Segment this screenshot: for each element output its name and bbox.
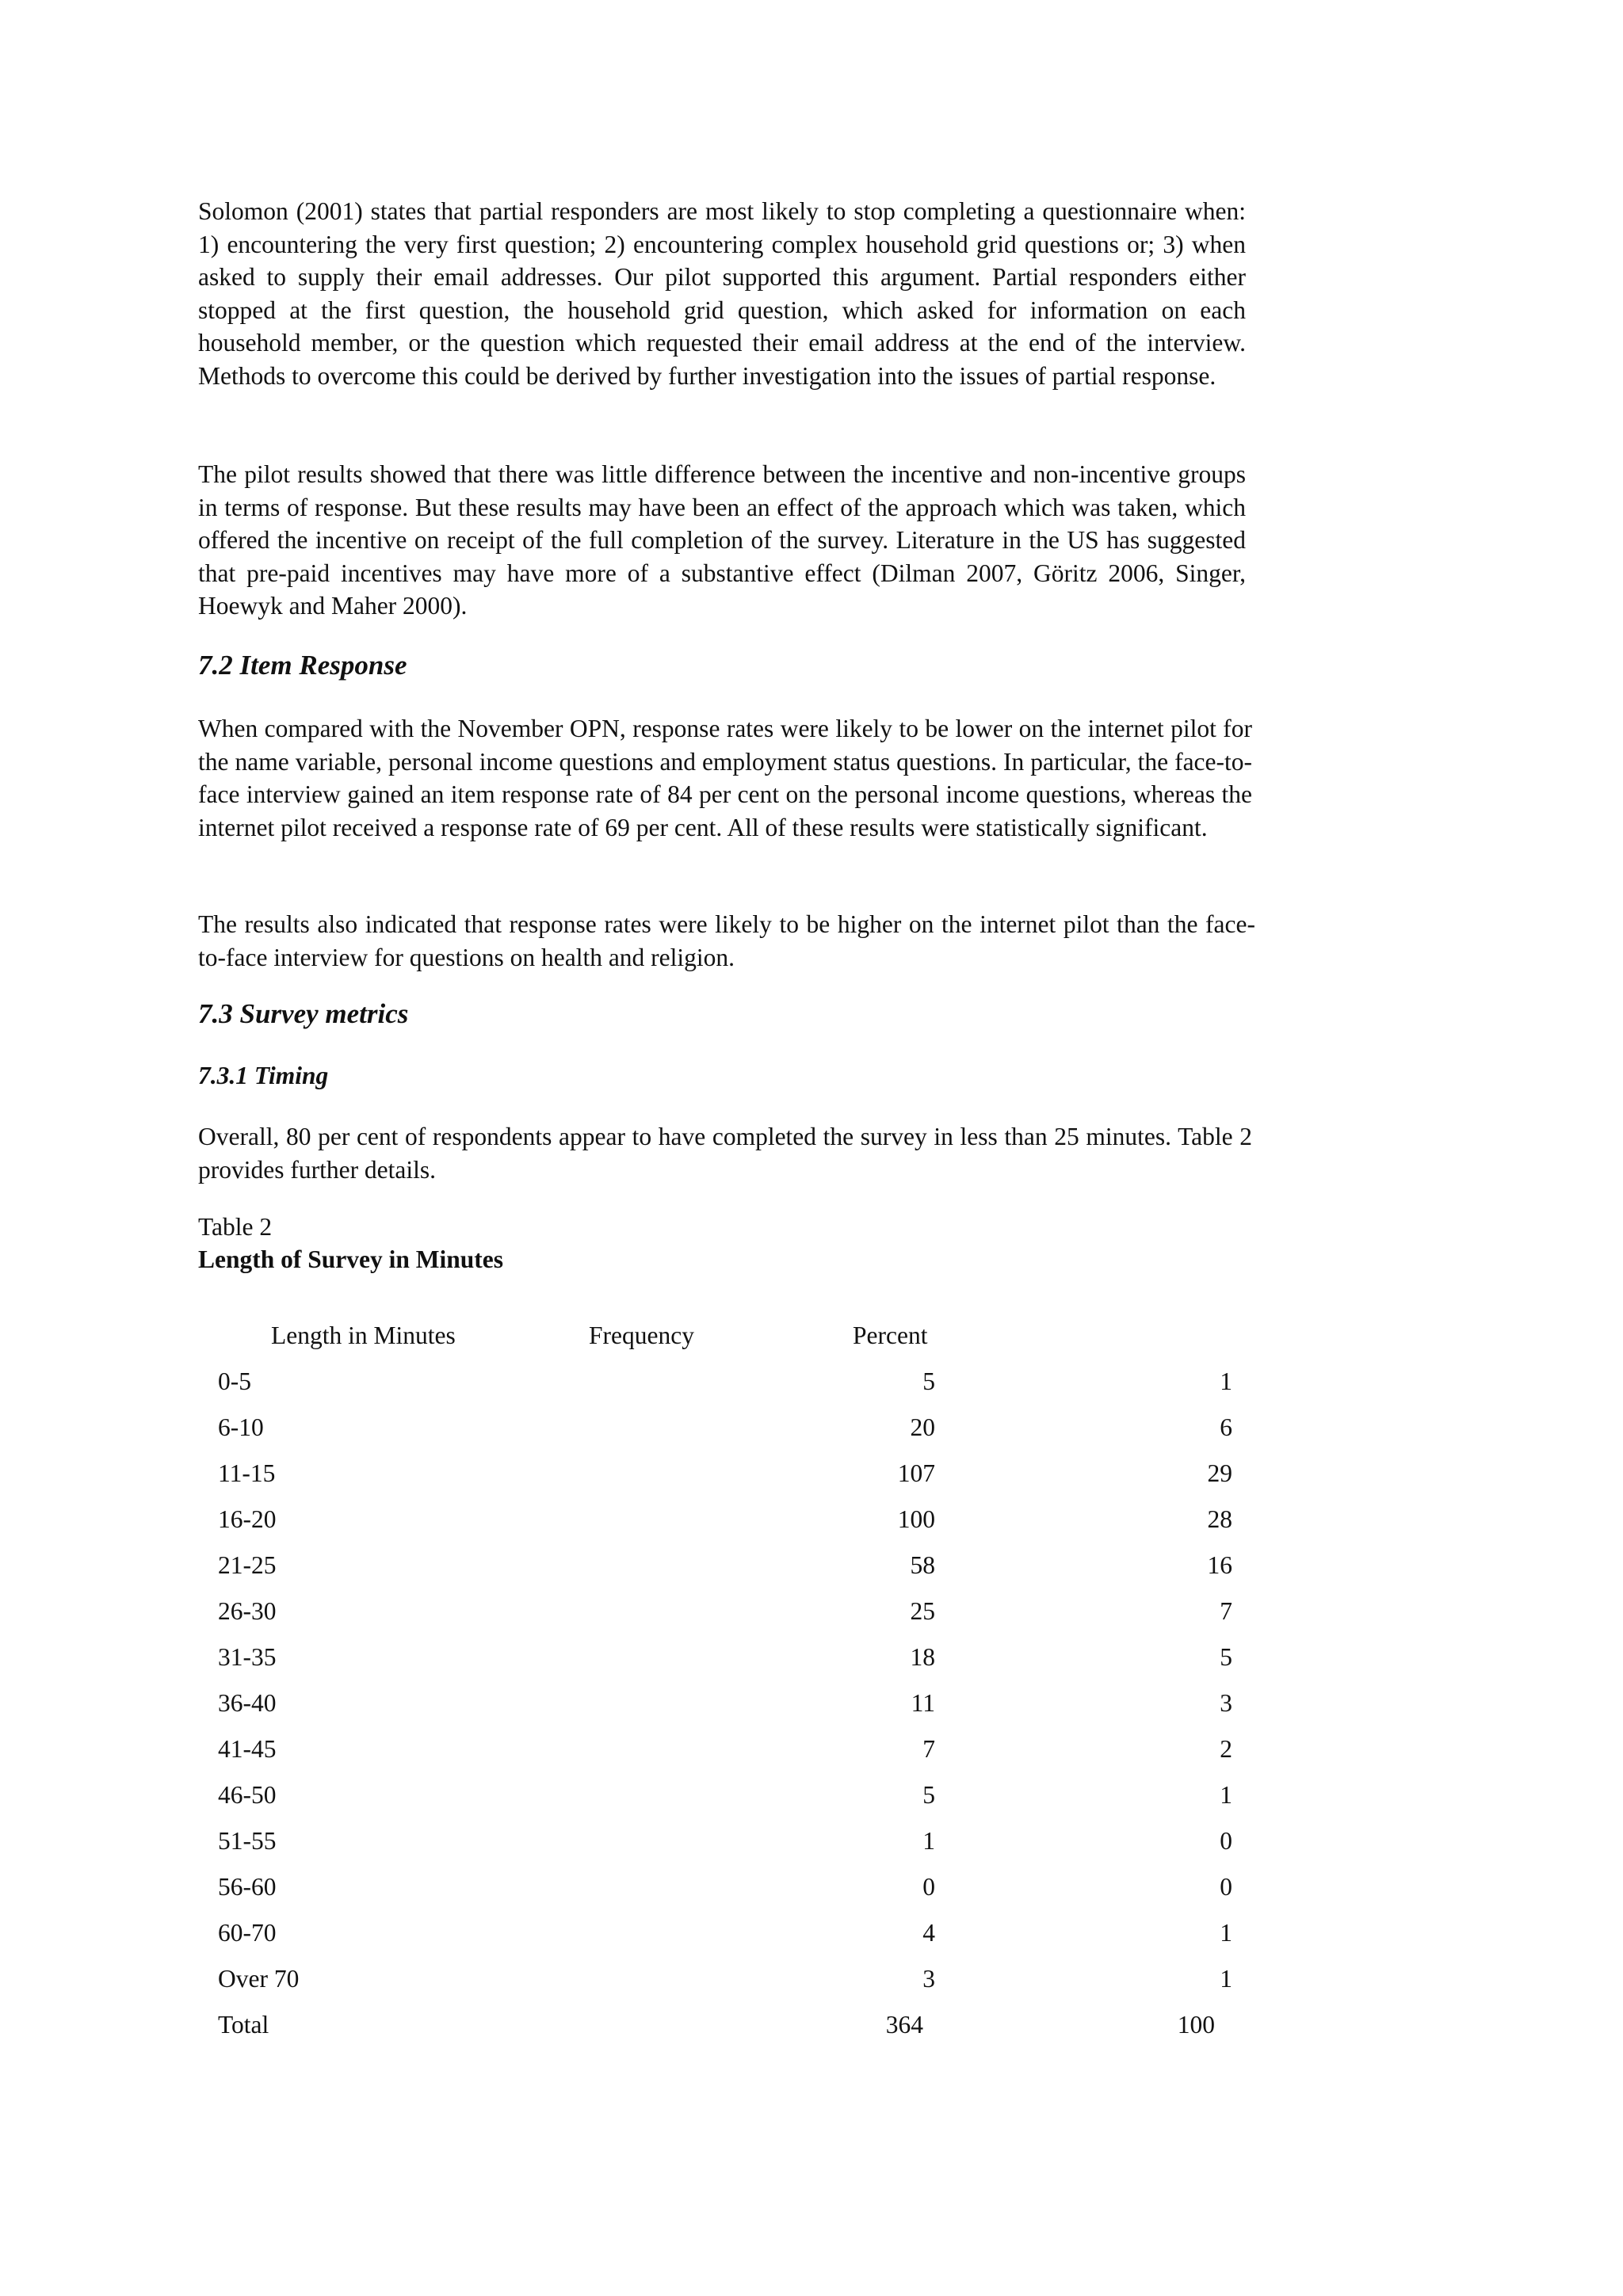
table-row	[198, 1919, 1232, 1951]
cell-length: 0-5	[218, 1367, 251, 1395]
cell-percent: 3	[1220, 1689, 1232, 1717]
cell-percent: 5	[1220, 1643, 1232, 1671]
cell-frequency: 0	[922, 1873, 935, 1901]
cell-total-frequency: 364	[885, 2011, 923, 2039]
cell-length: 21-25	[218, 1551, 277, 1579]
length-of-survey-table	[198, 1322, 1232, 2050]
table-row	[198, 1689, 1232, 1721]
cell-length: 16-20	[218, 1505, 277, 1533]
cell-frequency: 18	[910, 1643, 935, 1671]
heading-item-response: 7.2 Item Response	[198, 650, 407, 681]
cell-frequency: 107	[897, 1459, 935, 1487]
cell-frequency: 3	[922, 1965, 935, 1993]
table-row	[198, 1597, 1232, 1629]
table-row	[198, 1827, 1232, 1859]
table-total-row	[198, 2011, 1215, 2042]
paragraph-health-religion: The results also indicated that response rates were likely to be higher on the internet pilot than the face-to-face interview for questions on health and religion.	[198, 910, 1255, 971]
cell-total-label: Total	[218, 2011, 269, 2039]
cell-frequency: 5	[922, 1367, 935, 1395]
table-row	[198, 1459, 1232, 1491]
table-row	[198, 1781, 1232, 1813]
table-row	[198, 1413, 1232, 1445]
table-row	[198, 1735, 1232, 1767]
cell-percent: 1	[1220, 1367, 1232, 1395]
cell-length: 51-55	[218, 1827, 277, 1855]
table-row	[198, 1367, 1232, 1399]
cell-total-percent: 100	[1177, 2011, 1215, 2039]
cell-percent: 28	[1207, 1505, 1232, 1533]
cell-percent: 6	[1220, 1413, 1232, 1441]
table-row	[198, 1643, 1232, 1675]
table-row	[198, 1965, 1232, 1997]
paragraph-item-response: When compared with the November OPN, response rates were likely to be lower on the internet pilot for the name variable, personal income questions and employment status questions. In particular, the face-to-face interview gained an item response rate of 84 per cent on the personal income questions, whereas the internet pilot received a response rate of 69 per cent. All of these results were statistically significant.	[198, 715, 1252, 841]
cell-percent: 2	[1220, 1735, 1232, 1763]
cell-length: Over 70	[218, 1965, 300, 1993]
cell-frequency: 25	[910, 1597, 935, 1625]
table-row	[198, 1505, 1232, 1537]
cell-percent: 16	[1207, 1551, 1232, 1579]
cell-length: 56-60	[218, 1873, 277, 1901]
header-percent: Percent	[853, 1322, 928, 1349]
cell-frequency: 100	[897, 1505, 935, 1533]
cell-percent: 7	[1220, 1597, 1232, 1625]
table-title: Length of Survey in Minutes	[198, 1245, 504, 1273]
table-row	[198, 1873, 1232, 1905]
cell-length: 60-70	[218, 1919, 277, 1947]
cell-length: 6-10	[218, 1413, 264, 1441]
table-header-row	[198, 1322, 1070, 1353]
header-frequency: Frequency	[589, 1322, 694, 1349]
paragraph-incentives: The pilot results showed that there was little difference between the incentive and non-incentive groups in terms of response. But these results may have been an effect of the approach which was taken, which offered the incentive on receipt of the full completion of the survey. Literature in the US has suggested that pre-paid incentives may have more of a substantive effect (Dilman 2007, Göritz 2006, Singer, Hoewyk and Maher 2000).	[198, 460, 1246, 620]
paragraph-overall-timing: Overall, 80 per cent of respondents appear to have completed the survey in less than 25 minutes. Table 2 provides further details.	[198, 1123, 1252, 1184]
cell-frequency: 4	[922, 1919, 935, 1947]
header-length-in-minutes: Length in Minutes	[271, 1322, 456, 1349]
cell-percent: 0	[1220, 1827, 1232, 1855]
heading-timing: 7.3.1 Timing	[198, 1062, 329, 1089]
cell-length: 31-35	[218, 1643, 277, 1671]
table-caption	[198, 1211, 503, 1276]
table-row	[198, 1551, 1232, 1583]
cell-percent: 29	[1207, 1459, 1232, 1487]
cell-length: 11-15	[218, 1459, 276, 1487]
cell-length: 41-45	[218, 1735, 277, 1763]
paragraph-partial-responders: Solomon (2001) states that partial responders are most likely to stop completing a questionnaire when: 1) encountering the very first question; 2) encountering complex household grid questions or; 3) when asked to supply their email addresses. Our pilot supported this argument. Partial responders either stopped at the first question, the household grid question, which asked for information on each household member, or the question which requested their email address at the end of the interview. Methods to overcome this could be derived by further investigation into the issues of partial response.	[198, 197, 1246, 390]
cell-length: 36-40	[218, 1689, 277, 1717]
cell-percent: 1	[1220, 1781, 1232, 1809]
cell-frequency: 11	[911, 1689, 935, 1717]
cell-frequency: 7	[922, 1735, 935, 1763]
cell-frequency: 58	[910, 1551, 935, 1579]
table-label: Table 2	[198, 1213, 273, 1241]
heading-survey-metrics: 7.3 Survey metrics	[198, 998, 409, 1029]
cell-length: 26-30	[218, 1597, 277, 1625]
cell-frequency: 1	[922, 1827, 935, 1855]
cell-frequency: 20	[910, 1413, 935, 1441]
cell-frequency: 5	[922, 1781, 935, 1809]
cell-percent: 1	[1220, 1965, 1232, 1993]
cell-percent: 0	[1220, 1873, 1232, 1901]
cell-length: 46-50	[218, 1781, 277, 1809]
cell-percent: 1	[1220, 1919, 1232, 1947]
